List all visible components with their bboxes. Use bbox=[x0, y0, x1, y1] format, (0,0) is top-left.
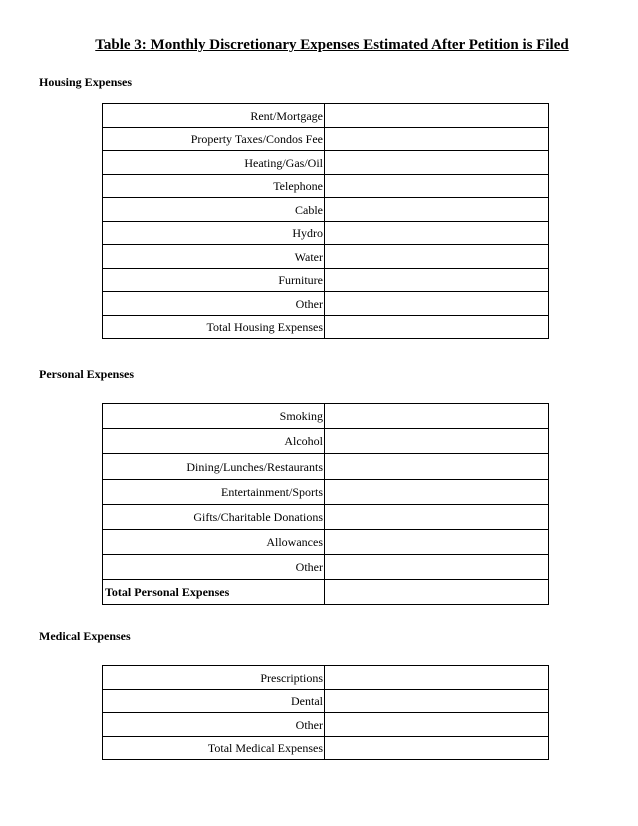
total-amount-field[interactable] bbox=[325, 580, 549, 605]
total-amount-field[interactable] bbox=[325, 737, 549, 760]
amount-field[interactable] bbox=[325, 429, 549, 454]
total-label: Total Medical Expenses bbox=[103, 737, 325, 760]
row-label: Other bbox=[103, 292, 325, 316]
table-row bbox=[103, 151, 549, 175]
table-row bbox=[103, 222, 549, 245]
table-row bbox=[103, 555, 549, 580]
table-row bbox=[103, 245, 549, 269]
amount-field[interactable] bbox=[325, 713, 549, 737]
amount-field[interactable] bbox=[325, 128, 549, 151]
row-label: Cable bbox=[103, 198, 325, 222]
row-label: Rent/Mortgage bbox=[103, 104, 325, 128]
row-label: Entertainment/Sports bbox=[103, 480, 325, 505]
amount-field[interactable] bbox=[325, 480, 549, 505]
amount-field[interactable] bbox=[325, 505, 549, 530]
housing-expenses-heading: Housing Expenses bbox=[39, 75, 133, 89]
amount-field[interactable] bbox=[325, 198, 549, 222]
row-label: Dining/Lunches/Restaurants bbox=[103, 454, 325, 480]
personal-expenses-table bbox=[102, 403, 549, 605]
row-label: Furniture bbox=[103, 269, 325, 292]
total-row bbox=[103, 580, 549, 605]
amount-field[interactable] bbox=[325, 245, 549, 269]
amount-field[interactable] bbox=[325, 269, 549, 292]
total-row bbox=[103, 737, 549, 760]
table-row bbox=[103, 454, 549, 480]
total-label: Total Personal Expenses bbox=[103, 580, 325, 605]
table-row bbox=[103, 530, 549, 555]
row-label: Hydro bbox=[103, 222, 325, 245]
row-label: Dental bbox=[103, 690, 325, 713]
table-row bbox=[103, 690, 549, 713]
amount-field[interactable] bbox=[325, 530, 549, 555]
row-label: Telephone bbox=[103, 175, 325, 198]
row-label: Heating/Gas/Oil bbox=[103, 151, 325, 175]
amount-field[interactable] bbox=[325, 175, 549, 198]
row-label: Gifts/Charitable Donations bbox=[103, 505, 325, 530]
table-row bbox=[103, 480, 549, 505]
personal-expenses-heading: Personal Expenses bbox=[39, 367, 135, 381]
row-label: Prescriptions bbox=[103, 666, 325, 690]
amount-field[interactable] bbox=[325, 555, 549, 580]
table-row bbox=[103, 269, 549, 292]
row-label: Other bbox=[103, 555, 325, 580]
page-title: Table 3: Monthly Discretionary Expenses Estimated After Petition is Filed bbox=[95, 37, 569, 53]
row-label: Allowances bbox=[103, 530, 325, 555]
table-row bbox=[103, 505, 549, 530]
amount-field[interactable] bbox=[325, 454, 549, 480]
medical-expenses-table bbox=[102, 665, 549, 760]
row-label: Smoking bbox=[103, 404, 325, 429]
medical-expenses-heading: Medical Expenses bbox=[39, 629, 131, 643]
amount-field[interactable] bbox=[325, 666, 549, 690]
row-label: Water bbox=[103, 245, 325, 269]
total-amount-field[interactable] bbox=[325, 316, 549, 339]
table-row bbox=[103, 292, 549, 316]
table-row bbox=[103, 128, 549, 151]
table-row bbox=[103, 175, 549, 198]
amount-field[interactable] bbox=[325, 151, 549, 175]
table-row bbox=[103, 666, 549, 690]
table-row bbox=[103, 429, 549, 454]
housing-expenses-table bbox=[102, 103, 549, 339]
amount-field[interactable] bbox=[325, 404, 549, 429]
amount-field[interactable] bbox=[325, 690, 549, 713]
row-label: Alcohol bbox=[103, 429, 325, 454]
row-label: Other bbox=[103, 713, 325, 737]
amount-field[interactable] bbox=[325, 292, 549, 316]
total-row bbox=[103, 316, 549, 339]
row-label: Property Taxes/Condos Fee bbox=[103, 128, 325, 151]
table-row bbox=[103, 404, 549, 429]
total-label: Total Housing Expenses bbox=[103, 316, 325, 339]
table-row bbox=[103, 198, 549, 222]
amount-field[interactable] bbox=[325, 222, 549, 245]
table-row bbox=[103, 104, 549, 128]
amount-field[interactable] bbox=[325, 104, 549, 128]
table-row bbox=[103, 713, 549, 737]
